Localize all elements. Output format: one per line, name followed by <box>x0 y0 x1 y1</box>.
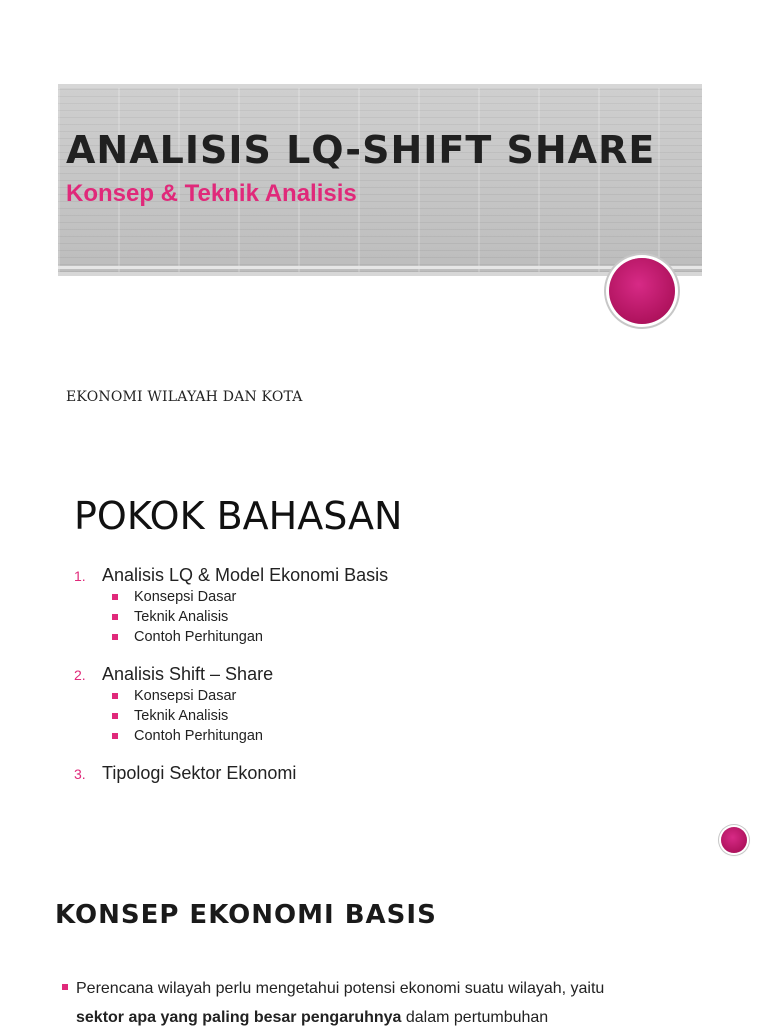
item-label: Analisis Shift – Share <box>102 664 274 684</box>
sub-list <box>74 587 694 647</box>
decorative-circle <box>609 258 675 324</box>
item-number: 2. <box>74 667 86 683</box>
agenda-list <box>74 565 694 801</box>
section-heading: KONSEP EKONOMI BASIS <box>55 900 437 930</box>
sub-item-text: Contoh Perhitungan <box>134 629 263 645</box>
item-label: Tipologi Sektor Ekonomi <box>102 763 297 783</box>
item-number: 1. <box>74 568 86 584</box>
item-number: 3. <box>74 766 86 782</box>
item-label: Analisis LQ & Model Ekonomi Basis <box>102 565 389 585</box>
body-paragraph <box>62 974 702 1032</box>
para-bold-text: sektor apa yang paling besar pengaruhnya <box>76 1009 402 1026</box>
list-item <box>74 763 694 784</box>
sub-list-item <box>112 627 694 647</box>
banner-stripe <box>58 266 702 269</box>
list-item <box>74 565 694 647</box>
sub-item-text: Konsepsi Dasar <box>134 589 237 605</box>
square-bullet-icon <box>112 614 118 620</box>
title-slide <box>0 0 768 345</box>
para-text-line1: Perencana wilayah perlu mengetahui potensi ekonomi suatu wilayah, yaitu <box>76 980 605 997</box>
square-bullet-icon <box>112 733 118 739</box>
sub-item-text: Teknik Analisis <box>134 708 229 724</box>
square-bullet-icon <box>62 984 68 990</box>
slide-title: ANALISIS LQ-SHIFT SHARE <box>66 128 656 172</box>
square-bullet-icon <box>112 634 118 640</box>
sub-item-text: Konsepsi Dasar <box>134 688 237 704</box>
course-caption: EKONOMI WILAYAH DAN KOTA <box>66 389 303 405</box>
sub-list <box>74 686 694 746</box>
sub-item-text: Contoh Perhitungan <box>134 728 263 744</box>
agenda-heading: POKOK BAHASAN <box>74 494 403 538</box>
slide-subtitle: Konsep & Teknik Analisis <box>66 180 357 207</box>
sub-list-item <box>112 607 694 627</box>
sub-list-item <box>112 706 694 726</box>
para-text-rest: dalam pertumbuhan <box>401 1009 549 1026</box>
decorative-circle-small <box>721 827 747 853</box>
sub-list-item <box>112 726 694 746</box>
square-bullet-icon <box>112 693 118 699</box>
sub-list-item <box>112 587 694 607</box>
list-item <box>74 664 694 746</box>
square-bullet-icon <box>112 594 118 600</box>
square-bullet-icon <box>112 713 118 719</box>
sub-list-item <box>112 686 694 706</box>
sub-item-text: Teknik Analisis <box>134 609 229 625</box>
